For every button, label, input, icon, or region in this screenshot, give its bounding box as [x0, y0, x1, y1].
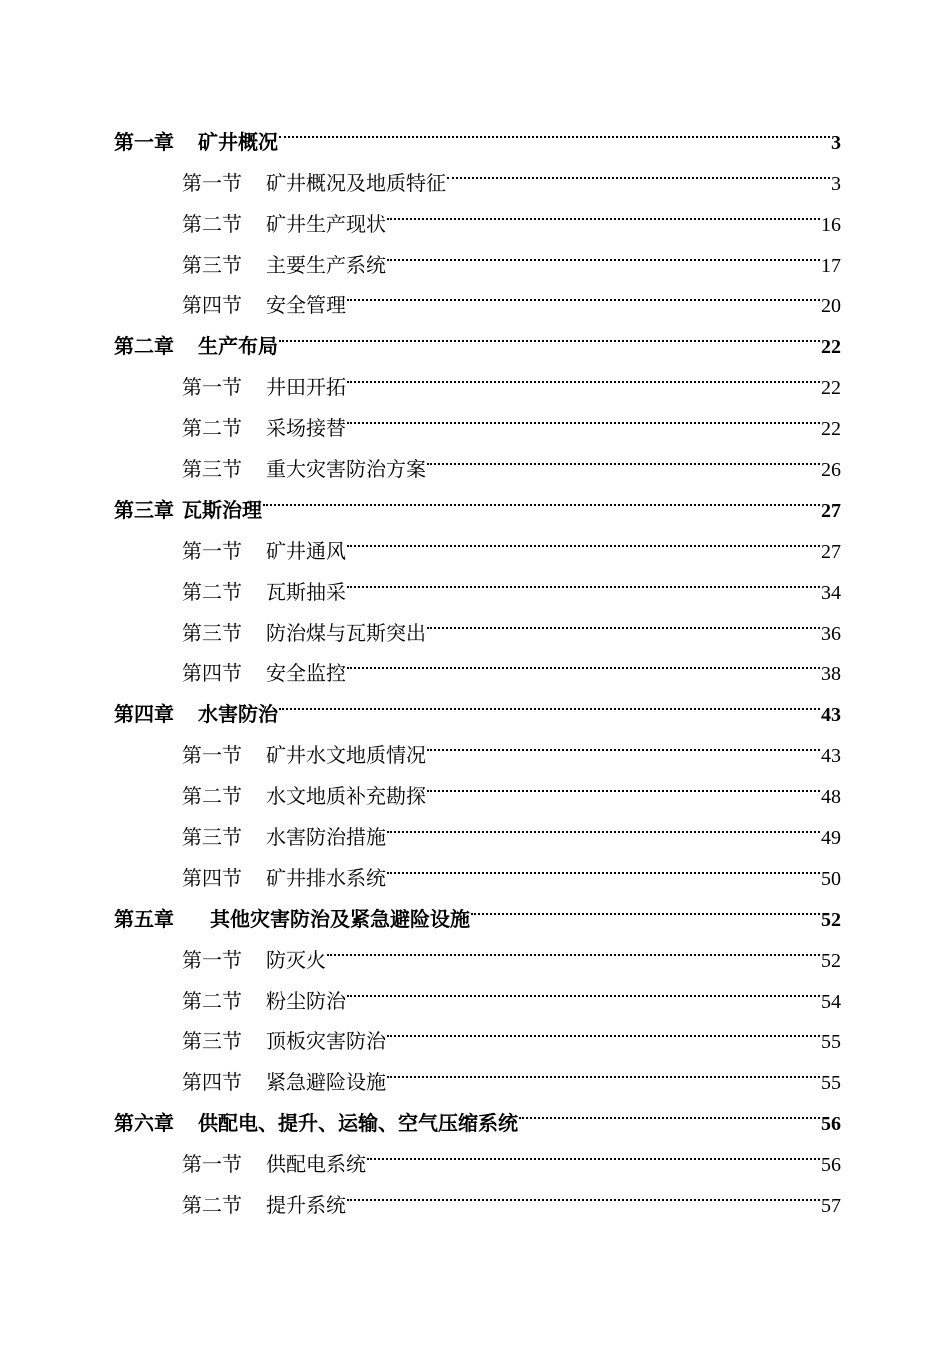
- toc-entry-label: 第三节: [182, 459, 242, 482]
- toc-entry-label: 第二节: [182, 990, 242, 1013]
- dot-leader: [346, 517, 821, 558]
- toc-entry-label: 第二节: [182, 1195, 242, 1218]
- dot-leader: [386, 803, 821, 844]
- toc-entry-title: 采场接替: [266, 418, 346, 441]
- toc-entry-title: 井田开拓: [266, 377, 346, 400]
- dot-leader: [518, 1089, 821, 1130]
- toc-entry-label: 第六章: [114, 1113, 174, 1136]
- toc-entry-page-number: 55: [821, 1031, 841, 1054]
- toc-entry-title: 提升系统: [266, 1195, 346, 1218]
- toc-entry-title: 水害防治措施: [266, 827, 386, 850]
- toc-entry-title: 矿井水文地质情况: [266, 745, 426, 768]
- toc-entry-label: 第一节: [182, 172, 242, 195]
- dot-leader: [346, 272, 821, 313]
- toc-entry-label: 第二节: [182, 786, 242, 809]
- toc-entry-page-number: 52: [821, 949, 841, 972]
- toc-entry-page-number: 22: [821, 418, 841, 441]
- toc-entry-label: 第四章: [114, 704, 174, 727]
- dot-leader: [386, 1048, 821, 1089]
- dot-leader: [386, 231, 821, 272]
- toc-entry-title: 粉尘防治: [266, 990, 346, 1013]
- dot-leader: [278, 312, 821, 353]
- toc-entry-label: 第一节: [182, 540, 242, 563]
- dot-leader: [346, 967, 821, 1008]
- toc-entry-page-number: 3: [831, 131, 841, 154]
- toc-entry-title: 水害防治: [198, 704, 278, 727]
- dot-leader: [346, 394, 821, 435]
- toc-entry-page-number: 57: [821, 1195, 841, 1218]
- dot-leader: [346, 1171, 821, 1212]
- dot-leader: [470, 885, 821, 926]
- dot-leader: [262, 476, 821, 517]
- toc-entry-label: 第四节: [182, 663, 242, 686]
- toc-entry-title: 防治煤与瓦斯突出: [266, 622, 426, 645]
- dot-leader: [278, 680, 821, 721]
- toc-entry-label: 第二节: [182, 581, 242, 604]
- toc-entry-title: 防灭火: [266, 949, 326, 972]
- toc-entry-page-number: 56: [821, 1154, 841, 1177]
- toc-entry-page-number: 54: [821, 990, 841, 1013]
- toc-entry-label: 第二节: [182, 213, 242, 236]
- toc-entry-label: 第二节: [182, 418, 242, 441]
- dot-leader: [346, 558, 821, 599]
- toc-entry-page-number: 38: [821, 663, 841, 686]
- toc-entry-label: 第一节: [182, 949, 242, 972]
- toc-entry-label: 第三节: [182, 254, 242, 277]
- toc-entry-page-number: 52: [821, 908, 841, 931]
- dot-leader: [426, 435, 821, 476]
- toc-entry-page-number: 3: [831, 172, 841, 195]
- toc-entry-page-number: 26: [821, 459, 841, 482]
- toc-entry-title: 其他灾害防治及紧急避险设施: [210, 908, 470, 931]
- toc-entry-title: 矿井排水系统: [266, 867, 386, 890]
- toc-entry-title: 矿井概况: [198, 131, 278, 154]
- toc-entry-page-number: 50: [821, 867, 841, 890]
- dot-leader: [326, 926, 821, 967]
- toc-entry-label: 第五章: [114, 908, 174, 931]
- toc-chapter-entry[interactable]: [114, 108, 841, 154]
- toc-entry-page-number: 16: [821, 213, 841, 236]
- dot-leader: [346, 353, 821, 394]
- toc-entry-page-number: 27: [821, 499, 841, 522]
- toc-entry-title: 矿井通风: [266, 540, 346, 563]
- dot-leader: [426, 721, 821, 762]
- toc-entry-page-number: 55: [821, 1072, 841, 1095]
- toc-entry-title: 矿井生产现状: [266, 213, 386, 236]
- toc-entry-title: 重大灾害防治方案: [266, 459, 426, 482]
- toc-entry-page-number: 48: [821, 786, 841, 809]
- toc-entry-page-number: 43: [821, 745, 841, 768]
- toc-entry-title: 水文地质补充勘探: [266, 786, 426, 809]
- toc-entry-title: 瓦斯治理: [182, 499, 262, 522]
- toc-entry-page-number: 43: [821, 704, 841, 727]
- toc-entry-label: 第四节: [182, 867, 242, 890]
- toc-entry-label: 第一章: [114, 131, 174, 154]
- toc-entry-label: 第二章: [114, 336, 174, 359]
- toc-entry-title: 顶板灾害防治: [266, 1031, 386, 1054]
- dot-leader: [426, 599, 821, 640]
- toc-entry-label: 第四节: [182, 295, 242, 318]
- toc-entry-title: 生产布局: [198, 336, 278, 359]
- toc-entry-page-number: 17: [821, 254, 841, 277]
- toc-entry-page-number: 22: [821, 377, 841, 400]
- toc-entry-title: 矿井概况及地质特征: [266, 172, 446, 195]
- toc-entry-page-number: 27: [821, 540, 841, 563]
- dot-leader: [278, 108, 831, 149]
- dot-leader: [346, 640, 821, 681]
- toc-entry-page-number: 22: [821, 336, 841, 359]
- toc-entry-label: 第四节: [182, 1072, 242, 1095]
- dot-leader: [426, 762, 821, 803]
- toc-entry-page-number: 34: [821, 581, 841, 604]
- toc-entry-label: 第三节: [182, 622, 242, 645]
- toc-entry-page-number: 36: [821, 622, 841, 645]
- toc-entry-label: 第三章: [114, 499, 174, 522]
- toc-entry-label: 第一节: [182, 1154, 242, 1177]
- toc-entry-label: 第一节: [182, 745, 242, 768]
- toc-entry-title: 安全管理: [266, 295, 346, 318]
- toc-entry-title: 供配电、提升、运输、空气压缩系统: [198, 1113, 518, 1136]
- table-of-contents: [114, 108, 841, 1218]
- dot-leader: [386, 844, 821, 885]
- dot-leader: [366, 1130, 821, 1171]
- toc-entry-page-number: 20: [821, 295, 841, 318]
- dot-leader: [386, 1008, 821, 1049]
- toc-entry-title: 主要生产系统: [266, 254, 386, 277]
- dot-leader: [386, 190, 821, 231]
- toc-entry-page-number: 56: [821, 1113, 841, 1136]
- toc-entry-title: 安全监控: [266, 663, 346, 686]
- toc-entry-label: 第三节: [182, 1031, 242, 1054]
- toc-entry-page-number: 49: [821, 827, 841, 850]
- toc-entry-title: 紧急避险设施: [266, 1072, 386, 1095]
- toc-entry-label: 第三节: [182, 827, 242, 850]
- toc-entry-title: 瓦斯抽采: [266, 581, 346, 604]
- toc-entry-label: 第一节: [182, 377, 242, 400]
- toc-entry-title: 供配电系统: [266, 1154, 366, 1177]
- dot-leader: [446, 149, 831, 190]
